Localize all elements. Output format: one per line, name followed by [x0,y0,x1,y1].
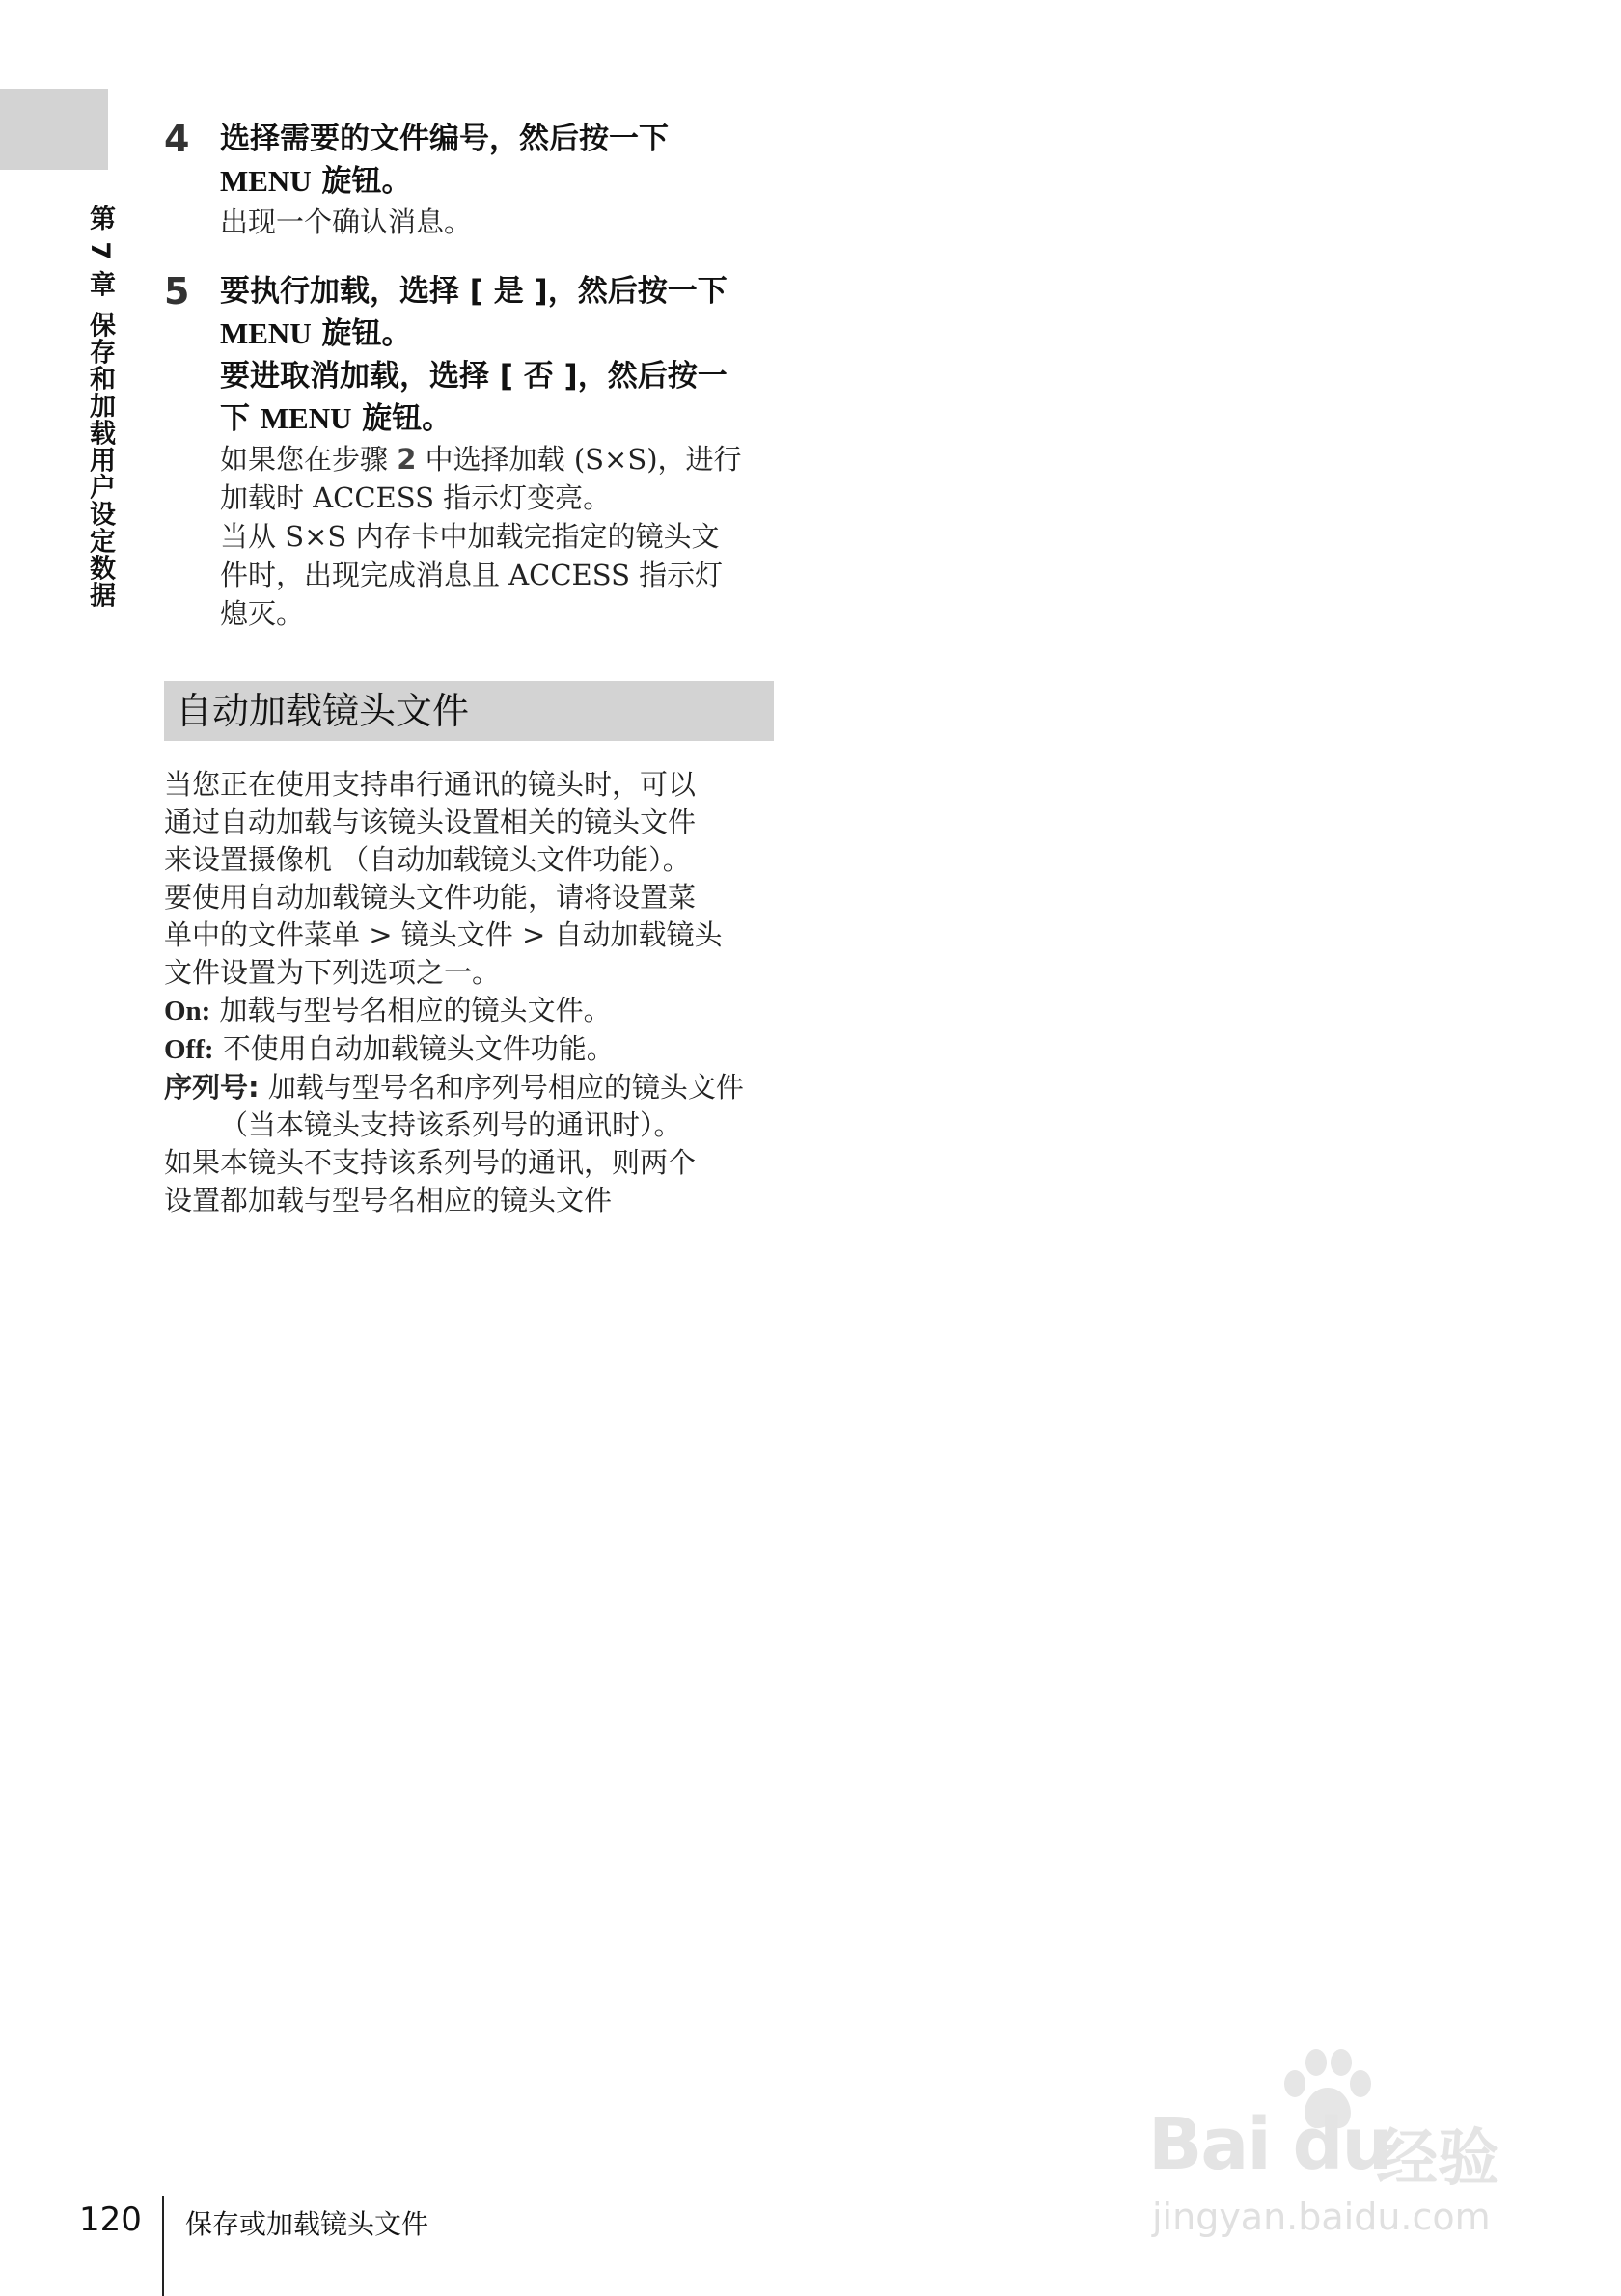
body-line: 文件设置为下列选项之一。 [164,956,501,989]
step-text-line: 当从 S×S 内存卡中加载完指定的镜头文 [220,520,720,553]
body-line: 当您正在使用支持串行通讯的镜头时，可以 [164,768,697,801]
option-off: Off: 不使用自动加载镜头文件功能。 [164,1032,615,1065]
option-on: On: 加载与型号名相应的镜头文件。 [164,994,612,1026]
baidu-watermark [1148,2045,1534,2238]
step-text-line: 出现一个确认消息。 [220,205,473,238]
page-number: 120 [79,2200,142,2239]
step-heading-line: 要执行加载，选择 [ 是 ]，然后按一下 [220,274,728,309]
section-heading: 自动加载镜头文件 [164,681,774,741]
body-line: 单中的文件菜单 > 镜头文件 > 自动加载镜头 [164,918,723,951]
body-line: 通过自动加载与该镜头设置相关的镜头文件 [164,806,697,838]
step-text-line: 件时，出现完成消息且 ACCESS 指示灯 [220,559,724,591]
step-heading-line: 下 MENU 旋钮。 [220,401,453,436]
body-line: 要使用自动加载镜头文件功能，请将设置菜 [164,881,697,914]
step-number: 5 [164,270,190,313]
step-text-line: 加载时 ACCESS 指示灯变亮。 [220,481,612,514]
watermark-brand: Bai du [1148,2103,1391,2186]
step-text-line: 熄灭。 [220,597,305,630]
chapter-tab [0,89,108,170]
footer-divider [162,2196,164,2296]
watermark-url: jingyan.baidu.com [1152,2196,1491,2238]
section-body [164,766,774,1219]
watermark-cn: 经验 [1376,2123,1499,2195]
body-line: 来设置摄像机 （自动加载镜头文件功能）。 [164,843,691,876]
option-serial: 序列号: 加载与型号名和序列号相应的镜头文件 （当本镜头支持该系列号的通讯时）。 [164,1071,744,1141]
step-5 [164,270,782,633]
step-number: 4 [164,118,190,160]
step-heading-line: MENU 旋钮。 [220,316,412,351]
step-text-line: 如果您在步骤 2 中选择加载 (S×S)，进行 [220,443,742,476]
body-line: 如果本镜头不支持该系列号的通讯，则两个 [164,1146,697,1179]
step-4 [164,118,782,241]
step-heading-line: 要进取消加载，选择 [ 否 ]，然后按一 [220,359,728,394]
chapter-side-label [81,205,119,609]
chapter-number: 第 7 章 [85,205,115,298]
footer-title: 保存或加载镜头文件 [185,2208,429,2240]
chapter-title: 保存和加载用户设定数据 [85,311,115,609]
step-heading-line: 选择需要的文件编号，然后按一下 [220,122,669,156]
body-line: 设置都加载与型号名相应的镜头文件 [164,1184,613,1216]
step-heading-line: MENU 旋钮。 [220,164,412,199]
